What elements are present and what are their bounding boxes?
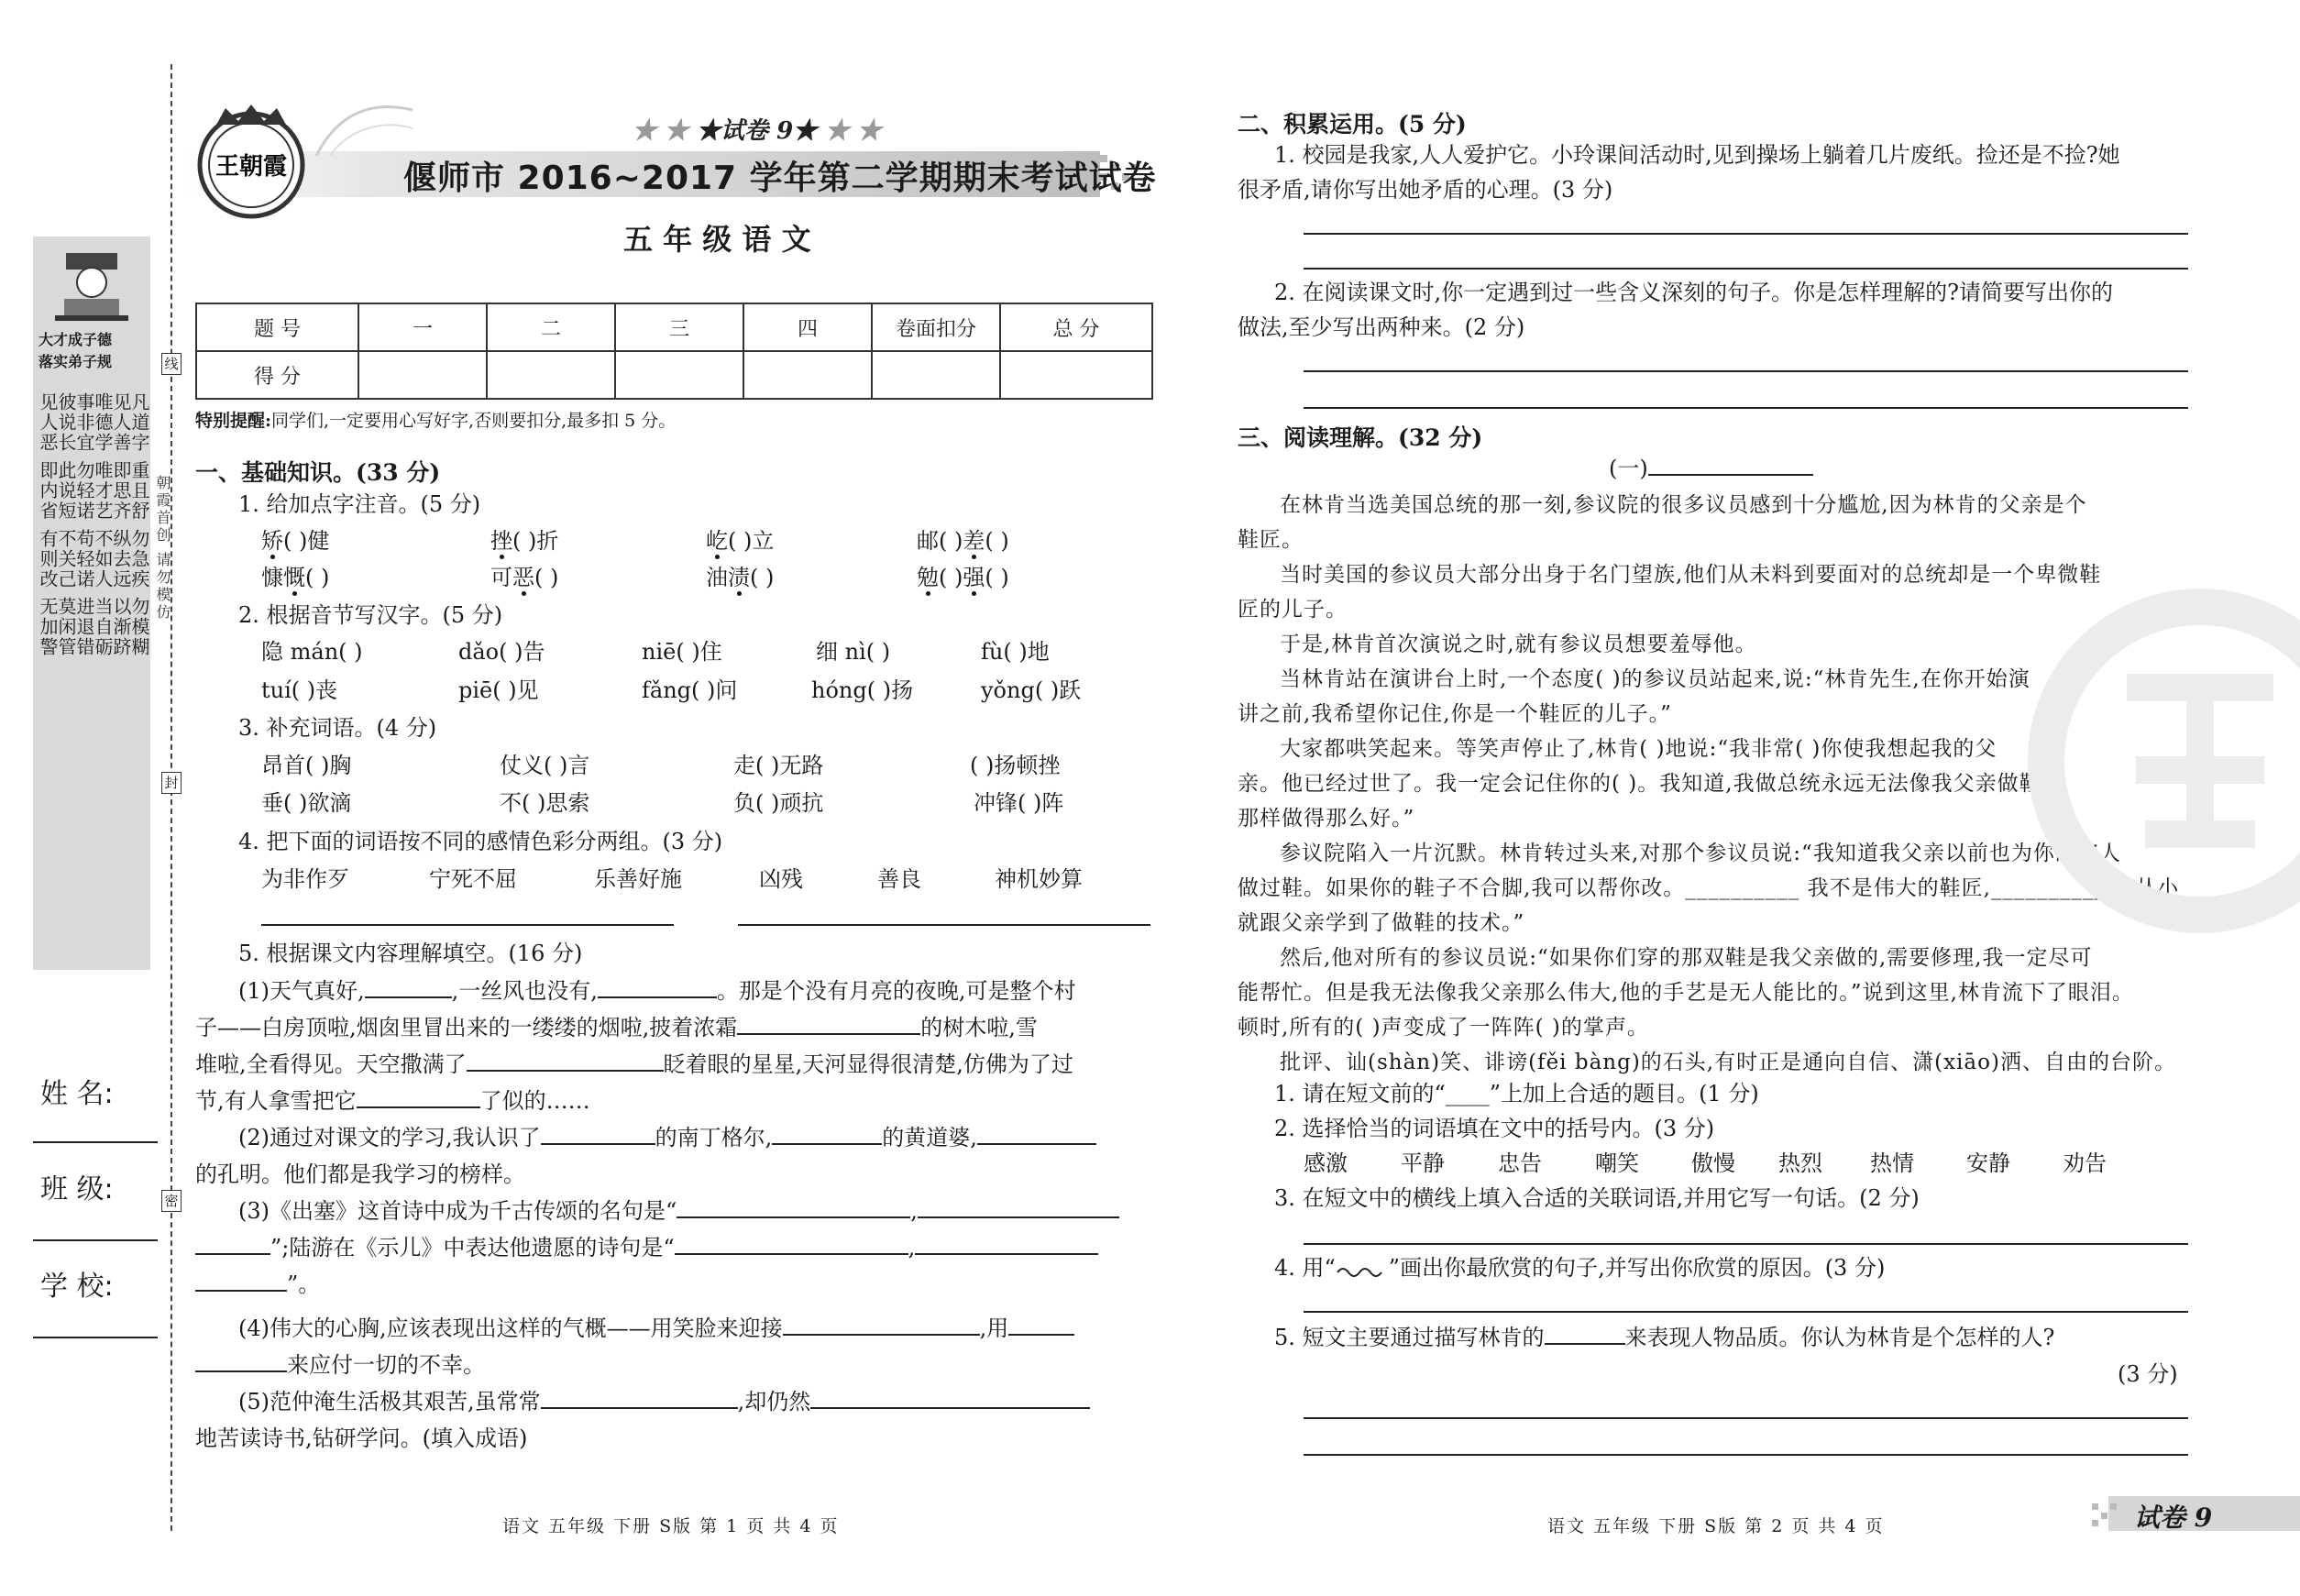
q5-p4-line2: 来应付一切的不幸。: [195, 1351, 485, 1379]
student-figure-icon: [33, 244, 150, 326]
subject-title: 五 年 级 语 文: [623, 222, 811, 257]
q4-word: 凶残: [759, 866, 803, 892]
reading-q3-answer-line[interactable]: [1304, 1243, 2188, 1245]
score-cell[interactable]: [872, 351, 1000, 399]
q1-item: 勉( )强( ): [917, 565, 1009, 590]
q5-blank[interactable]: [467, 1051, 664, 1072]
q2-item: 隐 mán( ): [261, 639, 363, 665]
s2-q1-answer-line[interactable]: [1304, 233, 2188, 235]
passage-line: 参议院陷入一片沉默。林肯转过头来,对那个参议员说:“我知道我父亲以前也为你的家人: [1280, 842, 2121, 865]
q2-item: fù( )地: [981, 639, 1050, 665]
school-label: 学 校:: [40, 1271, 114, 1303]
q5-p4-line1: (4)伟大的心胸,应该表现出这样的气概——用笑脸来迎接 ,用: [238, 1315, 1074, 1342]
q3-item: 负( )顽抗: [733, 790, 824, 816]
q3-item: 昂首( )胸: [261, 753, 352, 778]
q3-item: 冲锋( )阵: [974, 790, 1064, 816]
q5-title: 5. 根据课文内容理解填空。(16 分): [238, 941, 583, 966]
q4-title: 4. 把下面的词语按不同的感情色彩分两组。(3 分): [238, 829, 723, 854]
q5-p5-line2: 地苦读诗书,钻研学问。(填入成语): [195, 1425, 528, 1451]
footer-paper-tag: 试卷 9: [2134, 1502, 2213, 1533]
q2-item: yǒng( )跃: [981, 677, 1082, 703]
motto-col: 见人善 即思齐 纵去远 以渐跻: [110, 392, 132, 658]
passage-line: 顿时,所有的( )声变成了一阵阵( )的掌声。: [1238, 1016, 1649, 1040]
q3-title: 3. 补充词语。(4 分): [238, 715, 437, 741]
q5-blank[interactable]: [810, 1389, 1090, 1409]
score-header-cell: 四: [743, 303, 872, 351]
motto-col: 彼说长 此说短 不关己 莫闲管: [55, 392, 77, 658]
q2-word: 嘲笑: [1595, 1150, 1639, 1176]
fold-mark-3: 密: [161, 1190, 182, 1212]
q2-word: 傲慢: [1691, 1150, 1735, 1176]
passage-line: 匠的儿子。: [1238, 598, 1348, 622]
q4-word: 乐善好施: [594, 866, 682, 892]
q5-blank[interactable]: [915, 1235, 1098, 1255]
class-label: 班 级:: [40, 1173, 114, 1205]
q3-item: 垂( )欲滴: [261, 790, 352, 816]
q5-blank[interactable]: [772, 1125, 882, 1145]
score-header-cell: 总 分: [1000, 303, 1152, 351]
binding-line: [171, 64, 172, 1531]
q2-word: 忠告: [1498, 1150, 1542, 1176]
q2-item: piē( )见: [458, 677, 539, 703]
passage-line: 当林肯站在演讲台上时,一个态度( )的参议员站起来,说:“林肯先生,在你开始演: [1280, 667, 2030, 691]
s2-q1-answer-line[interactable]: [1304, 268, 2188, 270]
q1-item: 慷慨( ): [261, 565, 330, 590]
q5-blank[interactable]: [598, 978, 717, 998]
motto-top-1: 大才成子德: [39, 331, 113, 348]
q3-item: 仗义( )言: [500, 753, 590, 778]
q5-p1-line1: (1)天气真好, ,一丝风也没有, 。那是个没有月亮的夜晚,可是整个村: [238, 978, 1076, 1004]
q5-p3-line2: ”;陆游在《示儿》中表达他遗愿的诗句是“ ,: [195, 1234, 1098, 1261]
q1-item: 邮( )差( ): [917, 528, 1009, 554]
score-header-cell: 一: [358, 303, 487, 351]
reading-q2: 2. 选择恰当的词语填在文中的括号内。(3 分): [1274, 1116, 1715, 1141]
q2-item: 细 nì( ): [816, 639, 891, 665]
q5-blank[interactable]: [918, 1198, 1119, 1218]
s2-q2-answer-line[interactable]: [1304, 370, 2188, 372]
q5-p3-line1: (3)《出塞》这首诗中成为千古传颂的名句是“ ,: [238, 1197, 1119, 1225]
passage-line: 批评、讪(shàn)笑、诽谤(fěi bàng)的石头,有时正是通向自信、潇(xiāo)洒、自由的台阶。: [1280, 1051, 2176, 1074]
score-cell[interactable]: [1000, 351, 1152, 399]
special-notice: 特别提醒:同学们,一定要用心写好字,否则要扣分,最多扣 5 分。: [195, 411, 677, 431]
passage-line: 大家都哄笑起来。等笑声停止了,林肯( )地说:“我非常( )你使我想起我的父: [1280, 737, 1997, 761]
q5-blank[interactable]: [677, 1198, 910, 1218]
score-table: [195, 303, 1153, 400]
q5-p1-line2: 子——白房顶啦,烟囱里冒出来的一缕缕的烟啦,披着浓霜 的树木啦,雪: [195, 1015, 1038, 1040]
reading-q4: 4. 用“ ”画出你最欣赏的句子,并写出你欣赏的原因。(3 分): [1274, 1255, 1886, 1281]
q2-item: dǎo( )告: [458, 639, 545, 665]
q3-item: 走( )无路: [733, 753, 824, 778]
name-field[interactable]: [33, 1141, 158, 1143]
q2-title: 2. 根据音节写汉字。(5 分): [238, 602, 503, 628]
q2-word: 热烈: [1778, 1150, 1822, 1176]
passage-line: 鞋匠。: [1238, 528, 1304, 552]
copyright-note: 朝霞首创 请勿模仿: [154, 475, 171, 622]
school-field[interactable]: [33, 1337, 158, 1338]
logo-icon: [189, 99, 314, 224]
q1-title: 1. 给加点字注音。(5 分): [238, 491, 481, 517]
score-cell[interactable]: [358, 351, 487, 399]
q5-blank[interactable]: [977, 1125, 1096, 1145]
passage-line: 亲。他已经过世了。我一定会记住你的( )。我知道,我做总统永远无法像我父亲做鞋匠: [1238, 772, 2063, 796]
motto-col: 事非宜 勿轻诺 苟轻诺 进退错: [73, 392, 95, 658]
q5-blank[interactable]: [357, 1088, 480, 1108]
reading-q3: 3. 在短文中的横线上填入合适的关联词语,并用它写一句话。(2 分): [1274, 1185, 1920, 1211]
logo-text: 王朝霞: [215, 153, 288, 181]
reading-q5-score: (3 分): [2118, 1361, 2178, 1387]
section-2-heading: 二、积累运用。(5 分): [1238, 111, 1467, 138]
class-field[interactable]: [33, 1239, 158, 1241]
q5-p1-line3: 堆啦,全看得见。天空撒满了 眨着眼的星星,天河显得很清楚,仿佛为了过: [195, 1051, 1073, 1077]
passage-title: (一): [1609, 455, 1813, 482]
q5-blank[interactable]: [541, 1125, 655, 1145]
q4-word: 为非作歹: [261, 866, 349, 892]
score-input-row: [196, 351, 1152, 399]
q2-word: 劝告: [2063, 1150, 2107, 1176]
s2-q2-answer-line[interactable]: [1304, 407, 2188, 409]
q5-blank[interactable]: [737, 1015, 920, 1035]
passage-line: 在林肯当选美国总统的那一刻,参议院的很多议员感到十分尴尬,因为林肯的父亲是个: [1280, 493, 2087, 517]
score-cell[interactable]: [487, 351, 615, 399]
motto-sidebar: [33, 237, 150, 970]
reading-q5-blank[interactable]: [1545, 1325, 1625, 1345]
q1-item: 可恶( ): [490, 565, 559, 590]
reading-q5-answer-line[interactable]: [1304, 1417, 2188, 1419]
passage-title-blank[interactable]: [1648, 456, 1813, 476]
section-3-heading: 三、阅读理解。(32 分): [1238, 424, 1483, 451]
footer-dots: [2090, 1500, 2127, 1529]
passage-line: 那样做得那么好。”: [1238, 807, 1415, 831]
q2-word: 感激: [1304, 1150, 1348, 1176]
q2-word: 热情: [1870, 1150, 1914, 1176]
wavy-line-icon: [1336, 1260, 1389, 1280]
q3-item: ( )扬顿挫: [970, 753, 1061, 778]
q1-item: 挫( )折: [490, 528, 559, 554]
footer-left: 语文 五年级 下册 S版 第 1 页 共 4 页: [502, 1516, 840, 1536]
passage-line: 能帮忙。但是我无法像我父亲那么伟大,他的手艺是无人能比的。”说到这里,林肯流下了眼泪。: [1238, 981, 2134, 1005]
passage-line: 然后,他对所有的参议员说:“如果你们穿的那双鞋是我父亲做的,需要修理,我一定尽可: [1280, 946, 2093, 970]
q5-blank[interactable]: [365, 978, 452, 998]
q5-blank[interactable]: [783, 1315, 980, 1336]
q2-item: hóng( )扬: [811, 677, 914, 703]
q4-word: 善良: [877, 866, 921, 892]
q5-blank[interactable]: [195, 1235, 270, 1255]
footer-right: 语文 五年级 下册 S版 第 2 页 共 4 页: [1547, 1516, 1885, 1536]
paper-tag: ★ ★ ★试卷 9★ ★ ★: [633, 117, 882, 145]
score-header-cell: 二: [487, 303, 615, 351]
passage-line: 讲之前,我希望你记住,你是一个鞋匠的儿子。”: [1238, 702, 1672, 726]
q5-blank[interactable]: [195, 1271, 287, 1292]
q4-answer-line[interactable]: [261, 924, 674, 926]
score-header-row: [196, 303, 1152, 351]
reading-q5: 5. 短文主要通过描写林肯的 来表现人物品质。你认为林肯是个怎样的人?: [1274, 1325, 2055, 1350]
motto-col: 唯德学 唯才艺 不如人 当自砺: [92, 392, 114, 658]
score-header-cell: 卷面扣分: [872, 303, 1000, 351]
q2-item: niē( )住: [642, 639, 722, 665]
q4-answer-line[interactable]: [738, 924, 1150, 926]
q5-p3-line3: ”。: [195, 1271, 320, 1298]
score-cell[interactable]: [615, 351, 743, 399]
q5-blank[interactable]: [541, 1389, 738, 1409]
q5-blank[interactable]: [1008, 1315, 1074, 1336]
q5-blank[interactable]: [195, 1352, 287, 1372]
q5-p2-line2: 的孔明。他们都是我学习的榜样。: [195, 1161, 525, 1187]
passage-line: 当时美国的参议员大部分出身于名门望族,他们从未料到要面对的总统却是一个卑微鞋: [1280, 563, 2102, 587]
score-cell[interactable]: [743, 351, 872, 399]
reading-q5-answer-line[interactable]: [1304, 1454, 2188, 1456]
q2-word: 平静: [1401, 1150, 1445, 1176]
q4-word: 宁死不屈: [429, 866, 517, 892]
score-row-label: 得 分: [196, 351, 358, 399]
watermark-seal: [2017, 587, 2300, 935]
motto-top-2: 落实弟子规: [39, 353, 113, 370]
score-header-cell: 三: [615, 303, 743, 351]
motto-col: 见人恶 即内省 有则改 无加警: [37, 392, 59, 658]
fold-mark-2: 封: [161, 772, 182, 794]
q2-word: 安静: [1966, 1150, 2010, 1176]
passage-line: 就跟父亲学到了做鞋的技术。”: [1238, 911, 1525, 935]
passage-line: 于是,林肯首次演说之时,就有参议员想要羞辱他。: [1280, 633, 1757, 656]
exam-title: 偃师市 2016~2017 学年第二学期期末考试试卷: [403, 160, 1157, 197]
q2-item: tuí( )丧: [261, 677, 338, 703]
q2-item: fǎng( )问: [642, 677, 738, 703]
passage-line: 做过鞋。如果你的鞋子不合脚,我可以帮你改。__________ 我不是伟大的鞋匠,__________ 我从小: [1238, 876, 2180, 900]
s2-q1-line1: 1. 校园是我家,人人爱护它。小玲课间活动时,见到操场上躺着几片废纸。捡还是不捡?她: [1274, 142, 2120, 168]
s2-q2-line2: 做法,至少写出两种来。(2 分): [1238, 314, 1525, 340]
motto-col: 凡道字 重且舒 勿急疾 勿模糊: [128, 392, 150, 658]
q5-p5-line1: (5)范仲淹生活极其艰苦,虽常常 ,却仍然: [238, 1388, 1090, 1415]
q3-item: 不( )思索: [500, 790, 590, 816]
q5-blank[interactable]: [675, 1235, 908, 1255]
q4-word: 神机妙算: [995, 866, 1083, 892]
q1-item: 油渍( ): [706, 565, 775, 590]
name-label: 姓 名:: [40, 1078, 114, 1110]
q5-p2-line1: (2)通过对课文的学习,我认识了 的南丁格尔, 的黄道婆,: [238, 1124, 1096, 1151]
q1-item: 屹( )立: [706, 528, 775, 554]
score-header-cell: 题 号: [196, 303, 358, 351]
reading-q4-answer-line[interactable]: [1304, 1311, 2188, 1313]
q1-item: 矫( )健: [261, 528, 330, 554]
s2-q1-line2: 很矛盾,请你写出她矛盾的心理。(3 分): [1238, 177, 1613, 203]
section-1-heading: 一、基础知识。(33 分): [195, 459, 441, 486]
q5-p1-line4: 节,有人拿雪把它 了似的……: [195, 1088, 590, 1114]
s2-q2-line1: 2. 在阅读课文时,你一定遇到过一些含义深刻的句子。你是怎样理解的?请简要写出你的: [1274, 280, 2114, 305]
fold-mark-1: 线: [161, 353, 182, 375]
reading-q1: 1. 请在短文前的“____”上加上合适的题目。(1 分): [1274, 1081, 1759, 1106]
